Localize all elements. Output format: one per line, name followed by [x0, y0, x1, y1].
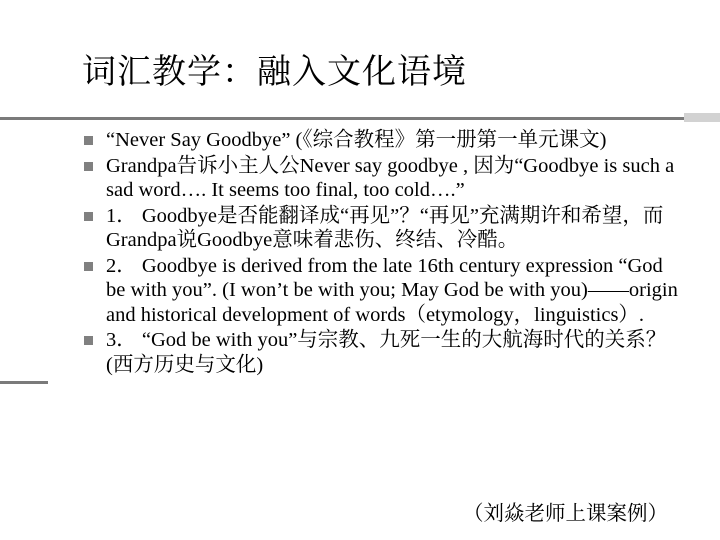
bullet-item-5 — [84, 328, 684, 377]
title-divider-tab — [684, 113, 720, 122]
square-bullet-icon — [84, 262, 93, 271]
slide-title: 词汇教学：融入文化语境 — [82, 52, 467, 92]
source-caption: （刘焱老师上课案例） — [463, 503, 668, 525]
bullet-text: 3． “God be with you”与宗教、九死一生的大航海时代的关系？(西方历史与文化) — [106, 329, 667, 376]
bullet-item-1 — [84, 128, 684, 153]
bullet-text: Grandpa告诉小主人公Never say goodbye , 因为“Goodbye is such a sad word…. It seems too final, too cold….” — [106, 154, 675, 201]
square-bullet-icon — [84, 212, 93, 221]
bullet-text: 1． Goodbye是否能翻译成“再见”？“再见”充满期许和希望，而Grandpa说Goodbye意味着悲伤、终结、冷酷。 — [106, 204, 664, 251]
square-bullet-icon — [84, 336, 93, 345]
square-bullet-icon — [84, 162, 93, 171]
bullet-text: “Never Say Goodbye” (《综合教程》第一册第一单元课文) — [106, 129, 607, 151]
left-accent-bar — [0, 381, 48, 384]
title-divider — [0, 117, 684, 120]
bullet-item-3 — [84, 204, 684, 253]
bullet-list — [84, 128, 684, 378]
bullet-item-2 — [84, 154, 684, 203]
bullet-text: 2． Goodbye is derived from the late 16th century expression “God be with you”. (I won’t be with you; May God be with you)——origin and historical development of words（etymology，linguistics）. — [106, 254, 678, 326]
bullet-item-4 — [84, 254, 684, 328]
square-bullet-icon — [84, 136, 93, 145]
